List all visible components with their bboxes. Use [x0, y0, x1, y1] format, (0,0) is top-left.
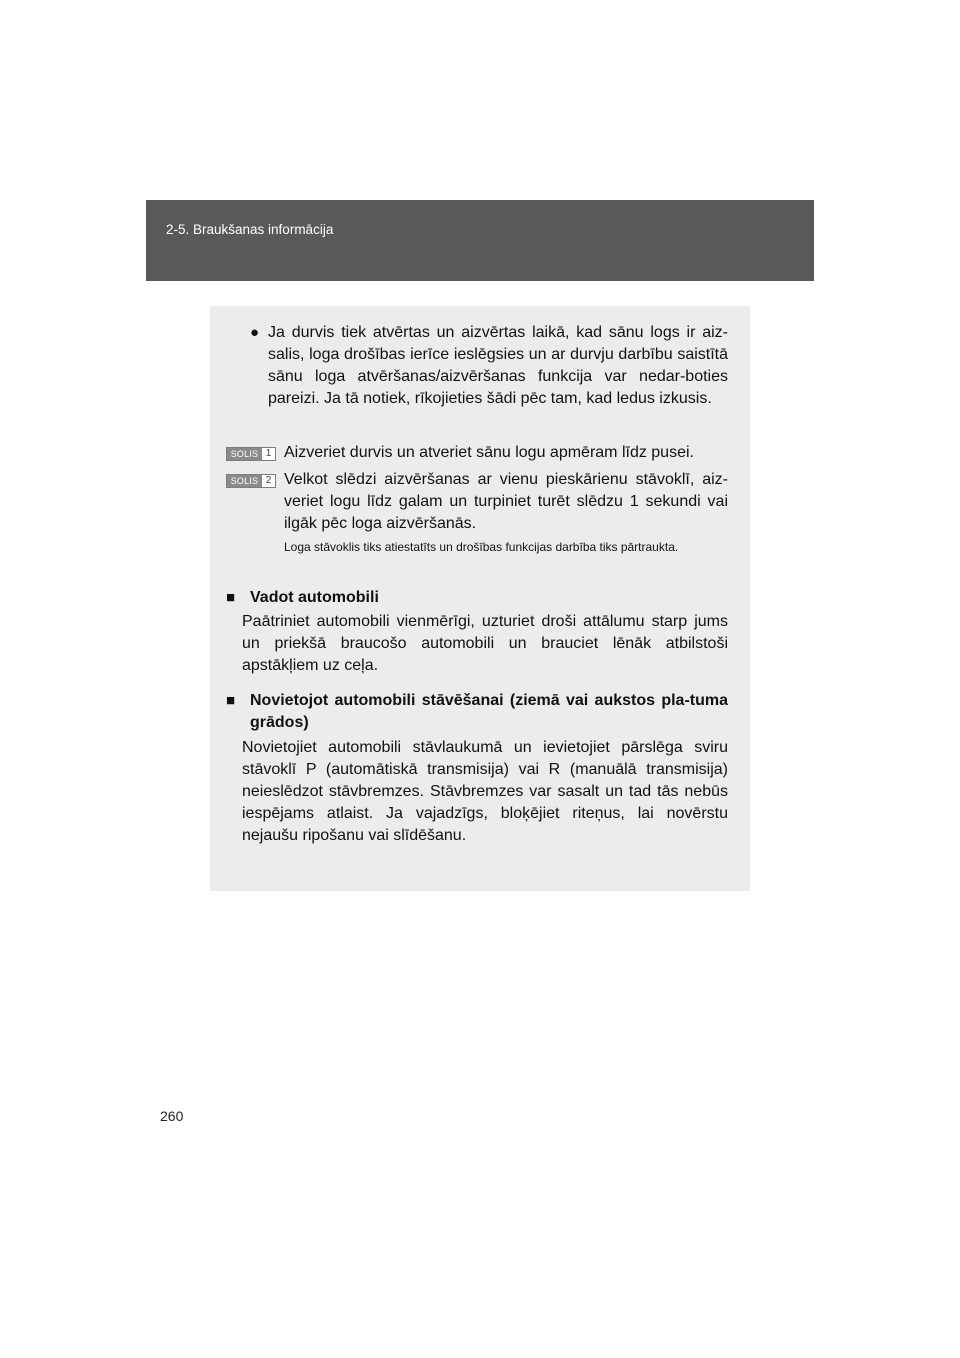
step-number: 1	[265, 448, 272, 459]
square-bullet-icon: ■	[226, 692, 236, 709]
section-heading: Vadot automobili	[250, 589, 379, 606]
section-heading: Novietojot automobili stāvēšanai (ziemā vai aukstos pla-tuma grādos)	[250, 692, 728, 731]
step-text-1: Aizveriet durvis un atveriet sānu logu apmēram līdz pusei.	[284, 444, 694, 461]
section-header	[146, 200, 814, 281]
page-number: 260	[160, 1108, 184, 1124]
step-text-2: Velkot slēdzi aizvēršanas ar vienu pieskārienu stāvoklī, aiz-veriet logu līdz galam un turpiniet turēt slēdzu 1 sekundi vai ilgāk pēc loga aizvēršanās.	[284, 471, 728, 532]
step-label: SOLIS	[227, 448, 262, 460]
step-note: Loga stāvoklis tiks atiestatīts un drošības funkcijas darbība tiks pārtraukta.	[284, 540, 679, 554]
section-body: Paātriniet automobili vienmērīgi, uzturiet droši attālumu starp jums un priekšā braucošo automobili un brauciet lēnāk atbilstoši apstākļiem uz ceļa.	[242, 613, 728, 674]
bullet-icon: ●	[250, 324, 260, 341]
section-body: Novietojiet automobili stāvlaukumā un ievietojiet pārslēga sviru stāvoklī P (automātiskā transmisija) vai R (manuālā transmisija) neieslēdzot stāvbremzes. Stāvbremzes var sasalt un tad tās nebūs iespējams atlaist. Ja vajadzīgs, bloķējiet riteņus, lai novērstu nejaušu ripošanu vai slīdēšanu.	[242, 739, 728, 844]
step-number: 2	[265, 475, 272, 486]
step-label: SOLIS	[227, 475, 262, 487]
square-bullet-icon: ■	[226, 589, 236, 606]
step-badge-1	[226, 447, 276, 461]
bullet-paragraph: Ja durvis tiek atvērtas un aizvērtas laikā, kad sānu logs ir aiz-salis, loga drošības ierīce ieslēgsies un ar durvju darbību saistītā sānu loga atvēršanas/aizvēršanas funkcija var nedar-boties pareizi. Ja tā notiek, rīkojieties šādi pēc tam, kad ledus izkusis.	[268, 324, 728, 407]
section-title: 2-5. Braukšanas informācija	[166, 222, 334, 237]
info-box	[210, 306, 750, 891]
step-badge-2	[226, 474, 276, 488]
